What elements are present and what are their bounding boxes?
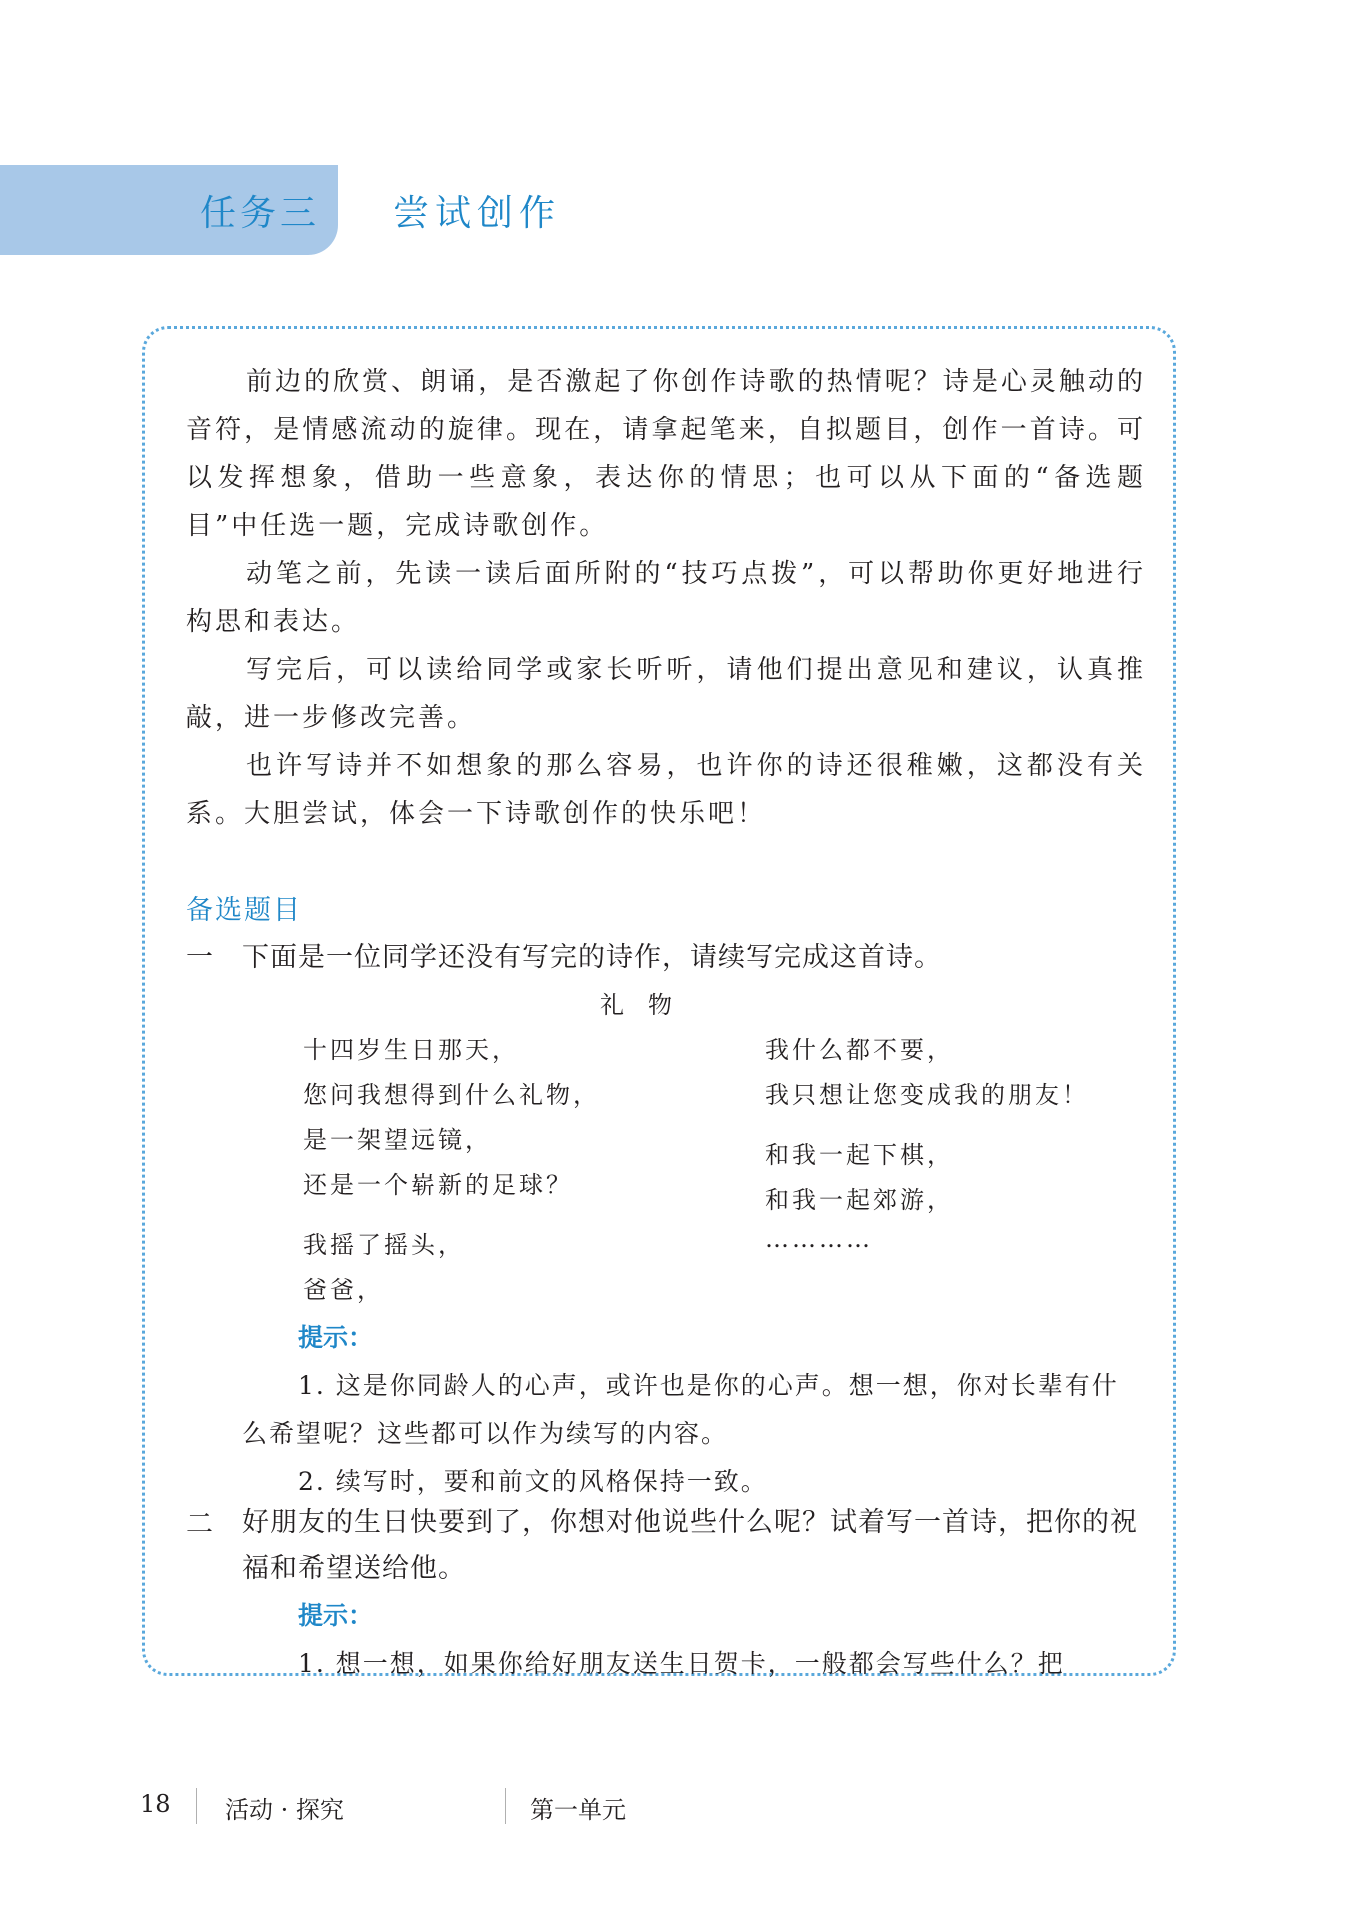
poem-title: 礼物 xyxy=(600,991,696,1019)
page-number: 18 xyxy=(140,1790,171,1818)
item-2-hint-1: 1. 想一想，如果你给好朋友送生日贺卡，一般都会写些什么？把 xyxy=(298,1649,1065,1678)
item-1-hint-2: 2. 续写时，要和前文的风格保持一致。 xyxy=(298,1467,768,1496)
poem-line: 和我一起郊游， xyxy=(765,1186,954,1214)
footer-divider xyxy=(505,1788,506,1824)
footer-divider xyxy=(196,1788,197,1824)
poem-line: 还是一个崭新的足球？ xyxy=(303,1171,573,1199)
task-title: 尝试创作 xyxy=(393,193,562,234)
item-1-text: 下面是一位同学还没有写完的诗作，请续写完成这首诗。 xyxy=(242,942,942,973)
poem-line: 和我一起下棋， xyxy=(765,1141,954,1169)
poem-line: ………… xyxy=(765,1225,873,1253)
intro-paragraph-1: 前边的欣赏、朗诵，是否激起了你创作诗歌的热情呢？诗是心灵触动的音符，是情感流动的旋律。现在，请拿起笔来，自拟题目，创作一首诗。可以发挥想象，借助一些意象，表达你的情思；也可以从下面的“备选题目”中任选一题，完成诗歌创作。 xyxy=(186,367,1146,541)
task-label: 任务三 xyxy=(200,193,321,234)
item-2-text: 好朋友的生日快要到了，你想对他说些什么呢？试着写一首诗，把你的祝福和希望送给他。 xyxy=(242,1507,1138,1584)
intro-paragraph-3: 写完后，可以读给同学或家长听听，请他们提出意见和建议，认真推敲，进一步修改完善。 xyxy=(186,655,1146,733)
poem-line: 我只想让您变成我的朋友！ xyxy=(765,1081,1089,1109)
item-2-number: 二 xyxy=(186,1509,213,1540)
poem-line: 您问我想得到什么礼物， xyxy=(303,1081,600,1109)
intro-paragraph-2: 动笔之前，先读一读后面所附的“技巧点拨”，可以帮助你更好地进行构思和表达。 xyxy=(186,559,1146,637)
poem-line: 我摇了摇头， xyxy=(303,1231,465,1259)
item-2-hint-label: 提示： xyxy=(298,1601,374,1630)
footer-unit: 第一单元 xyxy=(530,1796,626,1824)
item-1-number: 一 xyxy=(186,942,213,973)
options-heading: 备选题目 xyxy=(186,895,302,926)
item-1-hint-label: 提示： xyxy=(298,1323,374,1352)
poem-line: 是一架望远镜， xyxy=(303,1126,492,1154)
poem-line: 爸爸， xyxy=(303,1276,384,1304)
intro-paragraph-4: 也许写诗并不如想象的那么容易，也许你的诗还很稚嫩，这都没有关系。大胆尝试，体会一下诗歌创作的快乐吧！ xyxy=(186,751,1146,829)
poem-line: 十四岁生日那天， xyxy=(303,1036,519,1064)
item-1-hint-1: 1. 这是你同龄人的心声，或许也是你的心声。想一想，你对长辈有什么希望呢？这些都可以作为续写的内容。 xyxy=(242,1371,1119,1448)
footer-section: 活动 · 探究 xyxy=(225,1796,344,1824)
poem-line: 我什么都不要， xyxy=(765,1036,954,1064)
